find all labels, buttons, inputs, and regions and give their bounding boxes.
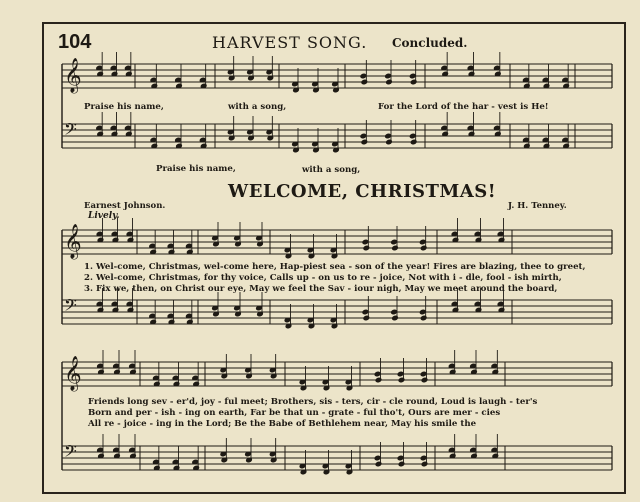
harvest-bass-lyric-2: with a song, (302, 165, 361, 175)
page-number: 104 (58, 31, 92, 53)
note-head (421, 461, 429, 468)
bass-clef-icon: 𝄢 (64, 119, 77, 143)
harvest-treble-lyric-2: with a song, (228, 102, 287, 112)
note-head (363, 315, 371, 322)
harvest-treble-lyric-3: For the Lord of the har - vest is He! (378, 102, 549, 112)
tempo-marking: Lively. (88, 211, 120, 221)
note-head (420, 245, 428, 252)
note-head (375, 377, 383, 384)
note-head (421, 377, 429, 384)
treble-clef-icon: 𝄞 (64, 224, 82, 259)
harvest-song-title: HARVEST SONG. (212, 33, 368, 52)
note-head (391, 315, 399, 322)
note-head (363, 245, 371, 252)
note-head (398, 461, 406, 468)
welcome-christmas-title: WELCOME, CHRISTMAS! (228, 181, 497, 202)
verse-line-1: 1. Wel-come, Christmas, wel-come here, Hap-piest sea - son of the year! Fires are blazing, thee to greet, (84, 262, 586, 272)
note-head (391, 245, 399, 252)
composer-credit: J. H. Tenney. (508, 201, 567, 211)
harvest-treble-lyric-1: Praise his name, (84, 102, 164, 112)
verse-line-2: 2. Wel-come, Christmas, for thy voice, Calls up - on us to re - joice, Not with i - dle, fool - ish mirth, (84, 273, 562, 283)
note-head (398, 377, 406, 384)
note-head (375, 461, 383, 468)
note-head (420, 315, 428, 322)
bass-clef-icon: 𝄢 (64, 295, 77, 319)
verse-line-5: Born and per - ish - ing on earth, Far be that un - grate - ful tho't, Ours are mer - cies (88, 408, 501, 418)
treble-clef-icon: 𝄞 (64, 356, 82, 391)
note-head (385, 139, 393, 146)
verse-line-6: All re - joice - ing in the Lord; Be the Babe of Bethlehem near, May his smile the (88, 419, 477, 429)
note-head (410, 79, 418, 86)
note-head (361, 79, 369, 86)
verse-line-4: Friends long sev - er'd, joy - ful meet; Brothers, sis - ters, cir - cle round, Loud is laugh - ter's (88, 397, 538, 407)
verse-line-3: 3. Fix we, then, on Christ our eye, May we feel the Sav - iour nigh, May we meet around the board, (84, 284, 558, 294)
note-head (410, 139, 418, 146)
bass-clef-icon: 𝄢 (64, 441, 77, 465)
note-head (385, 79, 393, 86)
lyricist-credit: Earnest Johnson. (84, 201, 166, 211)
harvest-bass-lyric-1: Praise his name, (156, 164, 236, 174)
treble-clef-icon: 𝄞 (64, 58, 82, 93)
harvest-song-suffix: Concluded. (392, 36, 468, 50)
note-head (361, 139, 369, 146)
